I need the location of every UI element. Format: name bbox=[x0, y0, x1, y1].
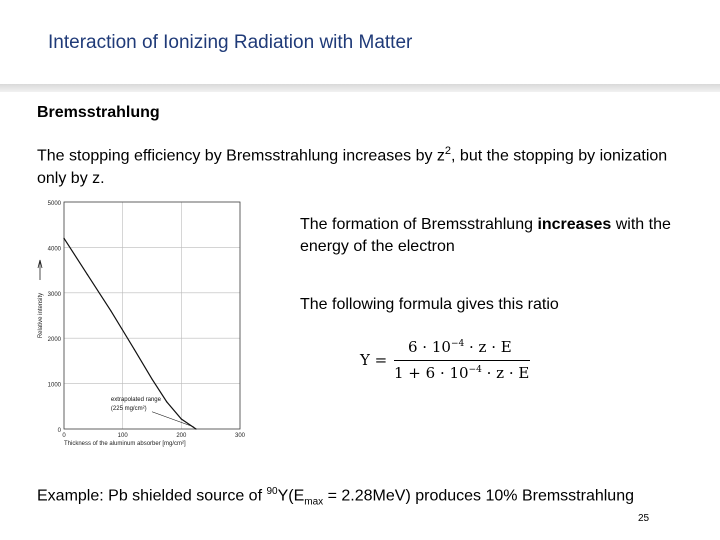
note-energy-end: with the energy of the electron bbox=[300, 216, 671, 255]
chart-data-point bbox=[166, 401, 167, 402]
example-start: Example: Pb shielded source of bbox=[37, 487, 267, 505]
intro-superscript: 2 bbox=[444, 145, 452, 157]
chart-data-point bbox=[87, 274, 88, 275]
absorption-chart bbox=[32, 190, 262, 455]
numerator-rest: · z · E bbox=[464, 338, 512, 356]
chart-x-axis-label: Thickness of the aluminum absorber [mg/cm²] bbox=[64, 441, 186, 447]
intro-text-end: , but the stopping by ionization only by z. bbox=[37, 147, 668, 188]
y-axis-arrow-icon bbox=[38, 260, 42, 280]
chart-data-point bbox=[110, 310, 111, 311]
page-number: 25 bbox=[638, 513, 650, 524]
formula-lhs: Y = bbox=[360, 351, 388, 369]
chart-data-point bbox=[151, 378, 152, 379]
fraction-bar bbox=[394, 360, 530, 361]
denominator-exponent: −4 bbox=[468, 365, 482, 375]
formula-numerator bbox=[408, 338, 512, 356]
note-formula: The following formula gives this ratio bbox=[300, 296, 559, 313]
chart-frame bbox=[64, 202, 240, 429]
example-end: = 2.28MeV) produces 10% Bremsstrahlung bbox=[323, 487, 634, 505]
chart-y-axis-label: Relative intensity bbox=[38, 292, 44, 339]
isotope-mass-number: 90 bbox=[266, 486, 278, 497]
numerator-exponent: −4 bbox=[450, 339, 465, 349]
ratio-formula bbox=[358, 336, 532, 384]
note-energy bbox=[300, 214, 680, 258]
note-energy-bold: increases bbox=[537, 216, 612, 233]
chart-x-tick-label: 100 bbox=[117, 433, 128, 439]
chart-y-tick-label: 5000 bbox=[47, 201, 61, 207]
chart-data-point bbox=[63, 238, 64, 239]
chart-annotation-line2: (225 mg/cm²) bbox=[110, 405, 147, 412]
chart-y-tick-label: 2000 bbox=[47, 337, 61, 344]
absorption-chart-svg bbox=[32, 190, 262, 455]
chart-x-tick-label: 300 bbox=[234, 433, 246, 439]
chart-annotation-line1: extrapolated range bbox=[110, 396, 161, 403]
example-isotope: Y(E bbox=[277, 487, 305, 505]
chart-y-tick-label: 1000 bbox=[47, 382, 61, 389]
intro-text-start: The stopping efficiency by Bremsstrahlung increases by z bbox=[37, 147, 445, 165]
formula-denominator bbox=[394, 364, 529, 382]
chart-x-tick-label: 200 bbox=[176, 433, 187, 439]
title-divider bbox=[0, 84, 720, 92]
chart-data-point bbox=[181, 418, 182, 419]
chart-data-point bbox=[195, 428, 196, 429]
chart-y-tick-label: 4000 bbox=[47, 246, 61, 253]
chart-x-tick-label: 0 bbox=[62, 433, 66, 439]
example-line bbox=[37, 486, 634, 508]
energy-subscript: max bbox=[304, 496, 324, 508]
note-energy-start: The formation of Bremsstrahlung bbox=[300, 216, 538, 233]
chart-data-point bbox=[134, 349, 135, 350]
denominator-rest: · z · E bbox=[481, 364, 530, 382]
numerator-base: 6 · 10 bbox=[408, 338, 451, 356]
annotation-pointer bbox=[152, 412, 194, 427]
chart-y-tick-label: 0 bbox=[57, 428, 61, 434]
chart-y-tick-label: 3000 bbox=[47, 291, 61, 298]
denominator-base: 1 + 6 · 10 bbox=[394, 364, 469, 382]
section-heading: Bremsstrahlung bbox=[37, 104, 160, 121]
slide-title: Interaction of Ionizing Radiation with Matter bbox=[48, 32, 413, 53]
intro-paragraph bbox=[37, 140, 697, 190]
